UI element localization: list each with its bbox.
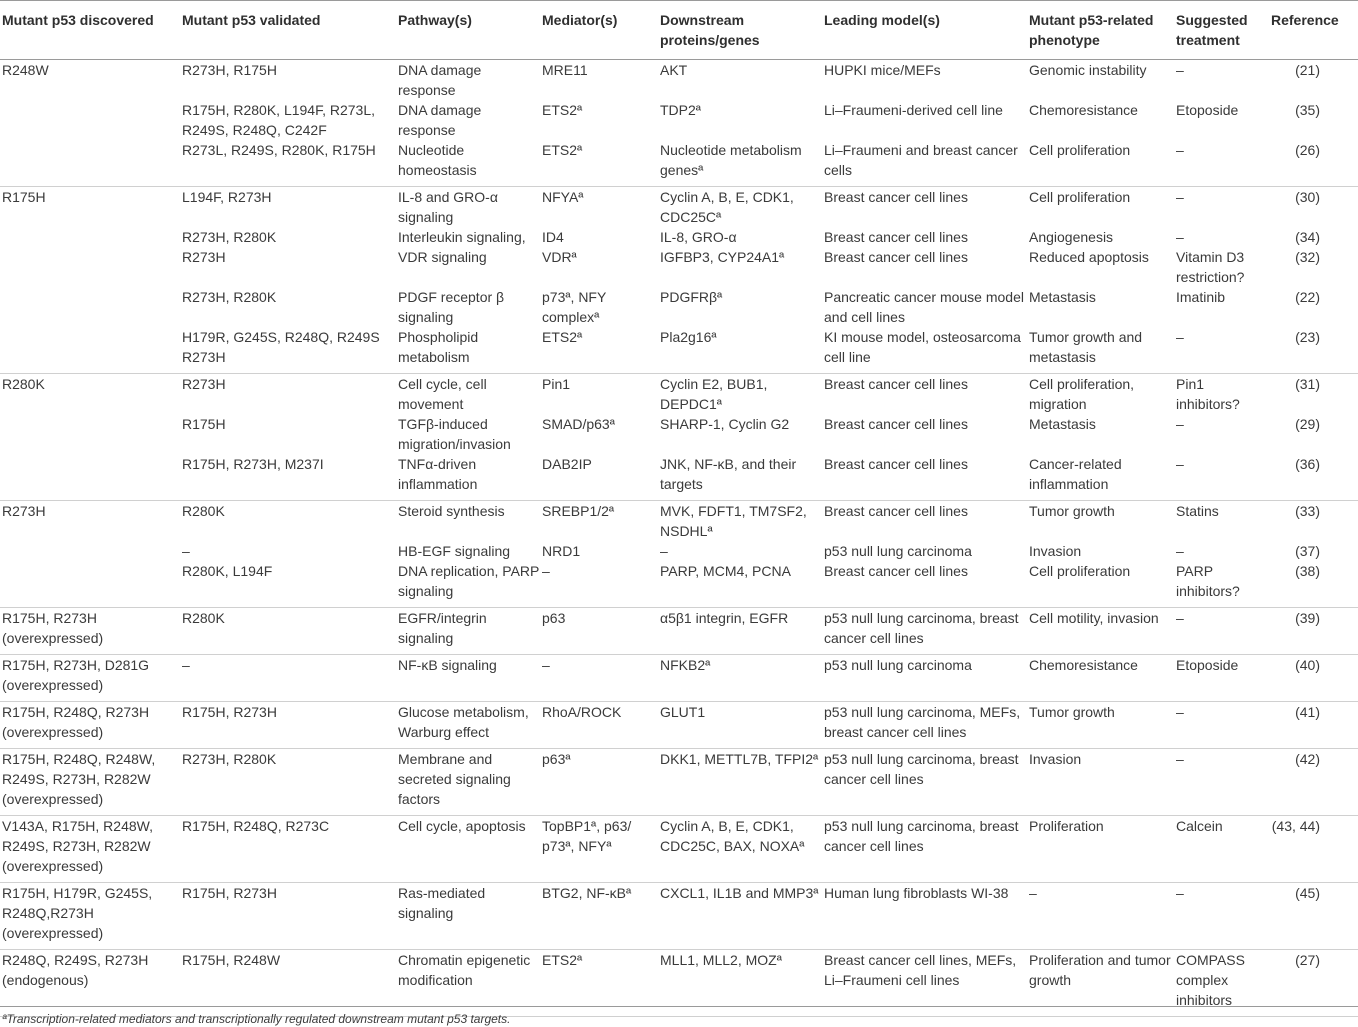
table-cell: PDGF receptor β signaling bbox=[398, 289, 505, 325]
table-cell: RhoA/ROCK bbox=[542, 702, 660, 749]
table-cell: (42) bbox=[1271, 749, 1358, 816]
table-cell: R175H, H179R, G245S, R248Q,R273H (overexpressed) bbox=[0, 883, 182, 950]
table-cell: R273L, R249S, R280K, R175H bbox=[182, 140, 398, 187]
table-cell: (40) bbox=[1271, 655, 1358, 702]
column-header: Downstream proteins/genes bbox=[660, 12, 760, 48]
table-cell: EGFR/integrin signaling bbox=[398, 608, 542, 655]
table-cell: Human lung fibroblasts WI-38 bbox=[824, 883, 1029, 950]
table-cell bbox=[0, 561, 182, 608]
table-cell: – bbox=[1176, 883, 1271, 950]
table-cell: Breast cancer cell lines bbox=[824, 376, 968, 392]
table-cell: L194F, R273H bbox=[182, 189, 272, 205]
table-cell: (22) bbox=[1295, 289, 1320, 305]
table-cell: R273H, R280K bbox=[182, 749, 398, 816]
table-cell: Cell motility, invasion bbox=[1029, 608, 1176, 655]
table-cell: – bbox=[1176, 327, 1271, 374]
table-cell: Breast cancer cell lines bbox=[824, 561, 1029, 608]
table-cell: (23) bbox=[1271, 327, 1358, 374]
table-cell: Steroid synthesis bbox=[398, 503, 505, 519]
table-cell: R273H, R175H bbox=[182, 62, 277, 78]
table-cell: Reduced apoptosis bbox=[1029, 249, 1149, 265]
table-cell: Cell proliferation, migration bbox=[1029, 376, 1135, 412]
table-cell: Cell cycle, apoptosis bbox=[398, 816, 542, 883]
table-cell: Breast cancer cell lines bbox=[824, 249, 968, 265]
table-cell: (29) bbox=[1295, 416, 1320, 432]
table-cell: Chemoresistance bbox=[1029, 655, 1176, 702]
table-cell bbox=[0, 140, 182, 187]
table-cell: Breast cancer cell lines bbox=[824, 189, 968, 205]
table-row bbox=[0, 414, 1358, 454]
table-cell bbox=[0, 287, 182, 327]
table-cell: IGFBP3, CYP24A1ª bbox=[660, 249, 785, 265]
table-header bbox=[0, 1, 1358, 60]
table-cell: (31) bbox=[1295, 376, 1320, 392]
table-cell: R175H, R273H, D281G (overexpressed) bbox=[0, 655, 182, 702]
table-cell: R273H bbox=[182, 376, 226, 392]
table-cell: R175H bbox=[2, 189, 46, 205]
table-cell: R248W bbox=[2, 62, 49, 78]
table-cell: Cancer-related inflammation bbox=[1029, 454, 1176, 501]
table-cell: SHARP-1, Cyclin G2 bbox=[660, 416, 790, 432]
table-cell: R175H, R273H (overexpressed) bbox=[0, 608, 182, 655]
table-cell: – bbox=[1176, 702, 1271, 749]
table-cell: PARP, MCM4, PCNA bbox=[660, 561, 824, 608]
table-cell: R248Q, R249S, R273H (endogenous) bbox=[0, 950, 182, 1017]
table-cell: R280K bbox=[182, 503, 225, 519]
table-cell: – bbox=[182, 543, 190, 559]
table-row bbox=[0, 608, 1358, 655]
table-cell: KI mouse model, osteosarcoma cell line bbox=[824, 327, 1029, 374]
table-cell: (37) bbox=[1295, 543, 1320, 559]
table-cell: – bbox=[660, 543, 668, 559]
table-row bbox=[0, 287, 1358, 327]
table-cell: Genomic instability bbox=[1029, 62, 1147, 78]
table-cell: (41) bbox=[1271, 702, 1358, 749]
table-cell: R273H, R280K bbox=[182, 229, 277, 245]
table-row bbox=[0, 749, 1358, 816]
table-cell: Calcein bbox=[1176, 816, 1271, 883]
table-cell: Chemoresistance bbox=[1029, 102, 1138, 118]
table-cell: Vitamin D3 restriction? bbox=[1176, 249, 1245, 285]
table-cell: R175H, R248Q, R273C bbox=[182, 816, 398, 883]
table-cell: GLUT1 bbox=[660, 702, 824, 749]
table-cell: V143A, R175H, R248W, R249S, R273H, R282W (overexpressed) bbox=[0, 816, 182, 883]
table-cell bbox=[0, 247, 182, 287]
table-cell: H179R, G245S, R248Q, R249S R273H bbox=[182, 327, 398, 374]
column-header: Mutant p53 validated bbox=[182, 12, 321, 28]
table-cell: MVK, FDFT1, TM7SF2, NSDHLª bbox=[660, 503, 807, 539]
table-cell: (38) bbox=[1271, 561, 1358, 608]
table-cell: NFKB2ª bbox=[660, 655, 824, 702]
table-cell: (35) bbox=[1295, 102, 1320, 118]
table-cell: CXCL1, IL1B and MMP3ª bbox=[660, 883, 824, 950]
table-cell: – bbox=[1176, 229, 1184, 245]
table-cell bbox=[0, 227, 182, 247]
table-cell: (21) bbox=[1295, 62, 1320, 78]
table-cell: Angiogenesis bbox=[1029, 229, 1114, 245]
table-cell: Cyclin A, B, E, CDK1, CDC25C, BAX, NOXAª bbox=[660, 816, 824, 883]
table-cell: Etoposide bbox=[1176, 102, 1239, 118]
table-cell: Tumor growth bbox=[1029, 702, 1176, 749]
table-cell: Glucose metabolism, Warburg effect bbox=[398, 702, 542, 749]
table-cell: Tumor growth and metastasis bbox=[1029, 327, 1176, 374]
table-cell: MRE11 bbox=[542, 62, 588, 78]
table-cell: – bbox=[1176, 416, 1184, 432]
table-cell: PDGFRβª bbox=[660, 289, 723, 305]
table-cell: Phospholipid metabolism bbox=[398, 327, 542, 374]
table-cell: IL-8 and GRO-α signaling bbox=[398, 189, 498, 225]
table-cell: – bbox=[1176, 140, 1271, 187]
table-cell: Etoposide bbox=[1176, 655, 1271, 702]
table-cell: Breast cancer cell lines, MEFs, Li–Fraumeni cell lines bbox=[824, 950, 1029, 1017]
table-row bbox=[0, 702, 1358, 749]
table-cell: TDP2ª bbox=[660, 102, 701, 118]
table-row bbox=[0, 541, 1358, 561]
column-header: Mediator(s) bbox=[542, 12, 618, 28]
table-cell: Chromatin epigenetic modification bbox=[398, 950, 542, 1017]
table-cell: Cell cycle, cell movement bbox=[398, 376, 487, 412]
table-row bbox=[0, 327, 1358, 374]
table-cell: ID4 bbox=[542, 229, 564, 245]
table-cell bbox=[0, 327, 182, 374]
table-cell: HUPKI mice/MEFs bbox=[824, 62, 941, 78]
table-cell: (27) bbox=[1271, 950, 1358, 1017]
table-cell: DNA damage response bbox=[398, 62, 482, 98]
table-cell: JNK, NF-κB, and their targets bbox=[660, 454, 824, 501]
table-cell: – bbox=[1029, 883, 1176, 950]
table-cell: p53 null lung carcinoma, breast cancer cell lines bbox=[824, 816, 1029, 883]
table-cell: p73ª, NFY complexª bbox=[542, 289, 607, 325]
table-cell: – bbox=[1176, 62, 1184, 78]
table-cell bbox=[0, 414, 182, 454]
table-cell: ETS2ª bbox=[542, 327, 660, 374]
table-cell: – bbox=[542, 561, 660, 608]
table-cell: – bbox=[1176, 608, 1271, 655]
table-cell: Statins bbox=[1176, 503, 1219, 519]
table-cell: MLL1, MLL2, MOZª bbox=[660, 950, 824, 1017]
table-row bbox=[0, 501, 1358, 542]
table-cell: – bbox=[542, 655, 660, 702]
table-cell: (33) bbox=[1295, 503, 1320, 519]
table-cell: (39) bbox=[1271, 608, 1358, 655]
table-cell: R175H, R280K, L194F, R273L, R249S, R248Q, C242F bbox=[182, 102, 376, 138]
table-cell: DAB2IP bbox=[542, 454, 660, 501]
table-cell: Pancreatic cancer mouse model and cell lines bbox=[824, 289, 1024, 325]
table-cell: Ras-mediated signaling bbox=[398, 883, 542, 950]
table-row bbox=[0, 247, 1358, 287]
table-cell: Li–Fraumeni-derived cell line bbox=[824, 102, 1003, 118]
table-cell: R175H, R248Q, R248W, R249S, R273H, R282W (overexpressed) bbox=[0, 749, 182, 816]
table-row bbox=[0, 187, 1358, 228]
table-cell: Proliferation and tumor growth bbox=[1029, 950, 1176, 1017]
table-cell: Cyclin E2, BUB1, DEPDC1ª bbox=[660, 376, 768, 412]
table-row bbox=[0, 561, 1358, 608]
table-cell: Breast cancer cell lines bbox=[824, 503, 968, 519]
table-cell: p63 bbox=[542, 608, 660, 655]
table-cell: (26) bbox=[1271, 140, 1358, 187]
column-header: Suggested treatment bbox=[1176, 12, 1248, 48]
table-cell: Nucleotide metabolism genesª bbox=[660, 140, 824, 187]
table-cell: p53 null lung carcinoma, breast cancer cell lines bbox=[824, 749, 1029, 816]
table-cell: p53 null lung carcinoma bbox=[824, 655, 1029, 702]
table-cell: IL-8, GRO-α bbox=[660, 229, 737, 245]
table-cell: Cell proliferation bbox=[1029, 189, 1131, 205]
table-cell: p63ª bbox=[542, 749, 660, 816]
table-cell: Metastasis bbox=[1029, 416, 1096, 432]
table-cell: TopBP1ª, p63/ p73ª, NFYª bbox=[542, 816, 660, 883]
table-cell: Invasion bbox=[1029, 543, 1082, 559]
column-header: Reference bbox=[1271, 12, 1339, 28]
table-cell: COMPASS complex inhibitors bbox=[1176, 950, 1271, 1017]
table-cell: p53 null lung carcinoma bbox=[824, 543, 972, 559]
table-row bbox=[0, 374, 1358, 415]
header-row bbox=[0, 1, 1358, 60]
table-cell: AKT bbox=[660, 62, 688, 78]
table-cell: ETS2ª bbox=[542, 950, 660, 1017]
table-cell: R280K bbox=[182, 608, 398, 655]
column-header: Mutant p53 discovered bbox=[2, 12, 154, 28]
table-row bbox=[0, 883, 1358, 950]
table-footnote: ªTranscription-related mediators and transcriptionally regulated downstream mutant p53 targets. bbox=[0, 1006, 1358, 1026]
table-cell: Membrane and secreted signaling factors bbox=[398, 749, 542, 816]
table-cell: Cell proliferation bbox=[1029, 561, 1176, 608]
table-cell: (34) bbox=[1295, 229, 1320, 245]
table-row bbox=[0, 454, 1358, 501]
table-cell: p53 null lung carcinoma, breast cancer cell lines bbox=[824, 608, 1029, 655]
table-cell: NFYAª bbox=[542, 189, 584, 205]
table-cell: TNFα-driven inflammation bbox=[398, 454, 542, 501]
table-cell: R273H bbox=[2, 503, 46, 519]
table-cell: (32) bbox=[1295, 249, 1320, 265]
table-cell: – bbox=[1176, 454, 1271, 501]
table-cell: Proliferation bbox=[1029, 816, 1176, 883]
table-cell: – bbox=[182, 655, 398, 702]
table-row bbox=[0, 227, 1358, 247]
table-cell: DNA damage response bbox=[398, 102, 482, 138]
table-row bbox=[0, 100, 1358, 140]
table-cell: R273H, R280K bbox=[182, 289, 277, 305]
table-cell: ETS2ª bbox=[542, 140, 660, 187]
table-cell: Interleukin signaling, bbox=[398, 229, 526, 245]
table-cell: (43, 44) bbox=[1271, 816, 1358, 883]
table-cell: – bbox=[1176, 543, 1184, 559]
table-cell: SREBP1/2ª bbox=[542, 503, 615, 519]
table-cell: VDRª bbox=[542, 249, 577, 265]
table-cell: SMAD/p63ª bbox=[542, 416, 615, 432]
table-cell: VDR signaling bbox=[398, 249, 487, 265]
table-cell: ETS2ª bbox=[542, 102, 583, 118]
table-cell: Cyclin A, B, E, CDK1, CDC25Cª bbox=[660, 189, 794, 225]
table-cell: HB-EGF signaling bbox=[398, 543, 511, 559]
table-cell: R280K bbox=[2, 376, 45, 392]
table-cell: Pla2g16ª bbox=[660, 327, 824, 374]
table-cell: (45) bbox=[1271, 883, 1358, 950]
table-cell: R175H, R273H bbox=[182, 702, 398, 749]
table-cell: R175H, R248W bbox=[182, 950, 398, 1017]
table-cell: R175H, R273H, M237I bbox=[182, 454, 398, 501]
table-cell: Tumor growth bbox=[1029, 503, 1115, 519]
table-cell: Li–Fraumeni and breast cancer cells bbox=[824, 140, 1029, 187]
table-cell: NRD1 bbox=[542, 543, 581, 559]
table-cell: R175H, R273H bbox=[182, 883, 398, 950]
table-cell: (30) bbox=[1295, 189, 1320, 205]
column-header: Leading model(s) bbox=[824, 12, 940, 28]
table-cell: Nucleotide homeostasis bbox=[398, 140, 542, 187]
table-cell: TGFβ-induced migration/invasion bbox=[398, 416, 511, 452]
table-row bbox=[0, 816, 1358, 883]
table-cell: R280K, L194F bbox=[182, 561, 398, 608]
table-cell: Breast cancer cell lines bbox=[824, 416, 968, 432]
table-cell: (36) bbox=[1271, 454, 1358, 501]
table-cell: BTG2, NF-κBª bbox=[542, 883, 660, 950]
table-cell: R273H bbox=[182, 249, 226, 265]
table-cell bbox=[0, 100, 182, 140]
table-row bbox=[0, 60, 1358, 101]
table-cell: – bbox=[1176, 189, 1184, 205]
table-cell: Breast cancer cell lines bbox=[824, 229, 968, 245]
column-header: Pathway(s) bbox=[398, 12, 472, 28]
table-cell: – bbox=[1176, 749, 1271, 816]
table-cell: PARP inhibitors? bbox=[1176, 561, 1271, 608]
table-cell: Cell proliferation bbox=[1029, 140, 1176, 187]
table-cell: Breast cancer cell lines bbox=[824, 454, 1029, 501]
table-row bbox=[0, 140, 1358, 187]
table-cell: α5β1 integrin, EGFR bbox=[660, 608, 824, 655]
column-header: Mutant p53-related phenotype bbox=[1029, 12, 1154, 48]
table-cell bbox=[0, 541, 182, 561]
table-cell: NF-κB signaling bbox=[398, 655, 542, 702]
table-cell: Metastasis bbox=[1029, 289, 1096, 305]
table-cell: DKK1, METTL7B, TFPI2ª bbox=[660, 749, 824, 816]
table-cell: Pin1 bbox=[542, 376, 571, 392]
table-cell: R175H bbox=[182, 416, 226, 432]
table-cell: R175H, R248Q, R273H (overexpressed) bbox=[0, 702, 182, 749]
table-cell: Pin1 inhibitors? bbox=[1176, 376, 1240, 412]
table-cell: Invasion bbox=[1029, 749, 1176, 816]
table-cell: p53 null lung carcinoma, MEFs, breast cancer cell lines bbox=[824, 702, 1029, 749]
table-cell: Imatinib bbox=[1176, 289, 1226, 305]
table-body bbox=[0, 60, 1358, 1017]
table-cell bbox=[0, 454, 182, 501]
table-cell: DNA replication, PARP signaling bbox=[398, 561, 542, 608]
table-row bbox=[0, 655, 1358, 702]
